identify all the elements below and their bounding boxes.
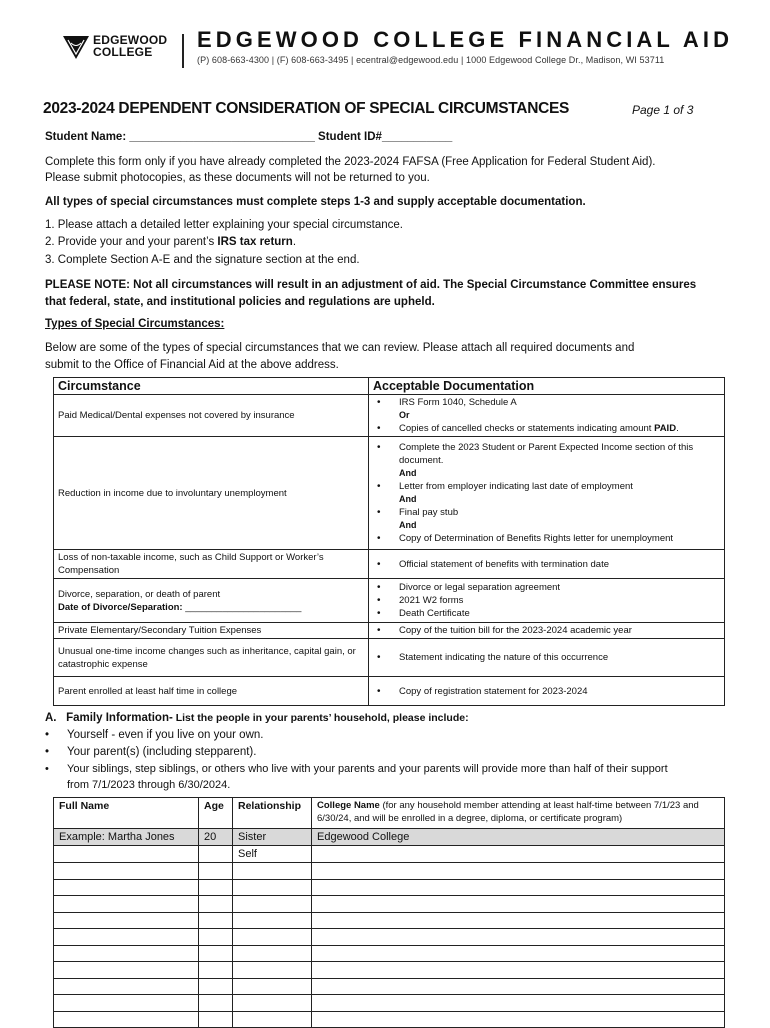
relationship-cell[interactable] [233,896,312,913]
circumstance-cell: Paid Medical/Dental expenses not covered by insurance [54,395,369,437]
age-cell[interactable] [199,978,233,995]
name-cell[interactable] [54,995,199,1012]
college-cell[interactable] [312,846,725,863]
circumstance-cell: Reduction in income due to involuntary unemployment [54,437,369,550]
below-line2: submit to the Office of Financial Aid at the above address. [45,359,339,371]
example-row [54,829,725,846]
age-header: Age [199,798,233,829]
doc-item: • 2021 W2 forms [373,594,720,607]
age-cell[interactable] [199,995,233,1012]
documentation-cell [369,639,725,677]
college-cell[interactable] [312,879,725,896]
doc-item: • Death Certificate [373,607,720,620]
documentation-cell [369,623,725,639]
table-row [54,912,725,929]
step-2: 2. Provide your and your parent’s IRS tax return. [45,236,297,248]
doc-item: • Official statement of benefits with termination date [373,558,720,571]
example-college: Edgewood College [312,829,725,846]
documentation-cell [369,579,725,623]
table-row [54,579,725,623]
college-cell[interactable] [312,962,725,979]
all-types-note: All types of special circumstances must complete steps 1-3 and supply acceptable documentation. [45,196,586,208]
relationship-cell: Self [233,846,312,863]
name-cell[interactable] [54,1011,199,1028]
age-cell[interactable] [199,863,233,880]
table-row [54,879,725,896]
form-title: 2023-2024 DEPENDENT CONSIDERATION OF SPECIAL CIRCUMSTANCES [43,100,570,117]
table-row [54,863,725,880]
age-cell[interactable] [199,879,233,896]
types-heading: Types of Special Circumstances: [45,318,225,330]
table-row [54,639,725,677]
header-contact: (P) 608-663-4300 | (F) 608-663-3495 | ecentral@edgewood.edu | 1000 Edgewood College Dr., Madison, WI 53711 [197,55,665,65]
intro-line2: Please submit photocopies, as these documents will not be returned to you. [45,172,430,184]
example-name: Example: Martha Jones [54,829,199,846]
doc-item: • Statement indicating the nature of this occurrence [373,651,720,664]
please-note-line1: PLEASE NOTE: Not all circumstances will result in an adjustment of aid. The Special Circumstance Committee ensures [45,279,697,291]
documentation-header: Acceptable Documentation [369,378,725,395]
please-note-line2: that federal, state, and institutional policies and regulations are upheld. [45,296,435,308]
table-row [54,437,725,550]
table-row [54,945,725,962]
college-cell[interactable] [312,912,725,929]
college-cell[interactable] [312,929,725,946]
name-cell[interactable] [54,896,199,913]
age-cell[interactable] [199,846,233,863]
name-cell[interactable] [54,945,199,962]
student-name-field[interactable]: _____________________________ [129,131,315,143]
step-3: 3. Complete Section A-E and the signature section at the end. [45,254,360,266]
name-cell[interactable] [54,879,199,896]
table-row [54,677,725,706]
college-cell[interactable] [312,1011,725,1028]
table-row [54,395,725,437]
self-row [54,846,725,863]
name-cell[interactable] [54,978,199,995]
logo-text [93,34,167,58]
relationship-header: Relationship [233,798,312,829]
below-line1: Below are some of the types of special circumstances that we can review. Please attach all required documents and [45,342,635,354]
circumstances-table [53,377,725,706]
relationship-cell[interactable] [233,879,312,896]
divorce-date-field[interactable]: ______________________ [182,601,302,613]
student-name-label: Student Name: [45,131,127,143]
college-logo [60,30,180,70]
doc-item: • Copy of registration statement for 2023-2024 [373,685,720,698]
intro-line1: Complete this form only if you have already completed the 2023-2024 FAFSA (Free Application for Federal Student Aid). [45,156,656,168]
name-cell[interactable] [54,912,199,929]
relationship-cell[interactable] [233,929,312,946]
doc-item: • Divorce or legal separation agreement [373,581,720,594]
documentation-cell [369,677,725,706]
relationship-cell[interactable] [233,995,312,1012]
age-cell[interactable] [199,962,233,979]
relationship-cell[interactable] [233,945,312,962]
doc-item: • Final pay stub [373,506,720,519]
name-cell[interactable] [54,863,199,880]
relationship-cell[interactable] [233,1011,312,1028]
documentation-cell [369,437,725,550]
student-info-line [45,129,452,145]
college-cell[interactable] [312,863,725,880]
college-cell[interactable] [312,945,725,962]
age-cell[interactable] [199,912,233,929]
student-id-label: Student ID# [318,131,382,143]
header-title: EDGEWOOD COLLEGE FINANCIAL AID [197,27,734,52]
name-cell[interactable] [54,929,199,946]
logo-line2: COLLEGE [93,45,153,59]
doc-connector: And [399,520,417,530]
student-id-field[interactable]: ___________ [381,131,453,143]
relationship-cell[interactable] [233,912,312,929]
logo-line1: EDGEWOOD [93,33,168,47]
doc-item: • Copy of the tuition bill for the 2023-2024 academic year [373,624,720,637]
circumstance-cell: Divorce, separation, or death of parent Date of Divorce/Separation: ______________________ [54,579,369,623]
age-cell[interactable] [199,1011,233,1028]
age-cell[interactable] [199,945,233,962]
doc-connector: And [399,494,417,504]
page-number: Page 1 of 3 [632,103,694,117]
table-row [54,929,725,946]
doc-item: • IRS Form 1040, Schedule A [373,396,720,409]
college-cell[interactable] [312,978,725,995]
full-name-header: Full Name [54,798,199,829]
table-row [54,550,725,579]
example-relationship: Sister [233,829,312,846]
circumstance-cell: Parent enrolled at least half time in college [54,677,369,706]
circumstance-cell: Private Elementary/Secondary Tuition Expenses [54,623,369,639]
doc-item: • Complete the 2023 Student or Parent Expected Income section of this document. [373,441,720,467]
name-cell[interactable] [54,846,199,863]
table-row [54,1011,725,1028]
name-cell[interactable] [54,962,199,979]
header-divider [182,34,184,68]
doc-connector: And [399,468,417,478]
table-row [54,623,725,639]
table-row [54,896,725,913]
divorce-date-label: Date of Divorce/Separation: [58,601,183,613]
doc-item: • Copies of cancelled checks or statements indicating amount PAID. [373,422,720,435]
college-cell[interactable] [312,995,725,1012]
shield-logo-icon [62,34,90,60]
step-1: 1. Please attach a detailed letter explaining your special circumstance. [45,219,403,231]
age-cell[interactable] [199,929,233,946]
table-row [54,995,725,1012]
doc-connector: Or [399,410,410,420]
college-name-header: College Name (for any household member attending at least half-time between 7/1/23 and 6/30/24, and will be enrolled in a degree, diploma, or certificate program) [312,798,725,829]
doc-item: • Copy of Determination of Benefits Rights letter for unemployment [373,532,720,545]
relationship-cell[interactable] [233,863,312,880]
documentation-cell [369,550,725,579]
relationship-cell[interactable] [233,962,312,979]
section-a-heading: A. Family Information- List the people in your parents’ household, please include: [45,712,469,724]
age-cell[interactable] [199,896,233,913]
table-row [54,962,725,979]
relationship-cell[interactable] [233,978,312,995]
circumstance-cell: Unusual one-time income changes such as inheritance, capital gain, or catastrophic expense [54,639,369,677]
family-table [53,797,725,1028]
doc-item: • Letter from employer indicating last date of employment [373,480,720,493]
circumstance-cell: Loss of non-taxable income, such as Child Support or Worker’s Compensation [54,550,369,579]
example-age: 20 [199,829,233,846]
circumstance-header: Circumstance [54,378,369,395]
documentation-cell [369,395,725,437]
college-cell[interactable] [312,896,725,913]
table-row [54,978,725,995]
